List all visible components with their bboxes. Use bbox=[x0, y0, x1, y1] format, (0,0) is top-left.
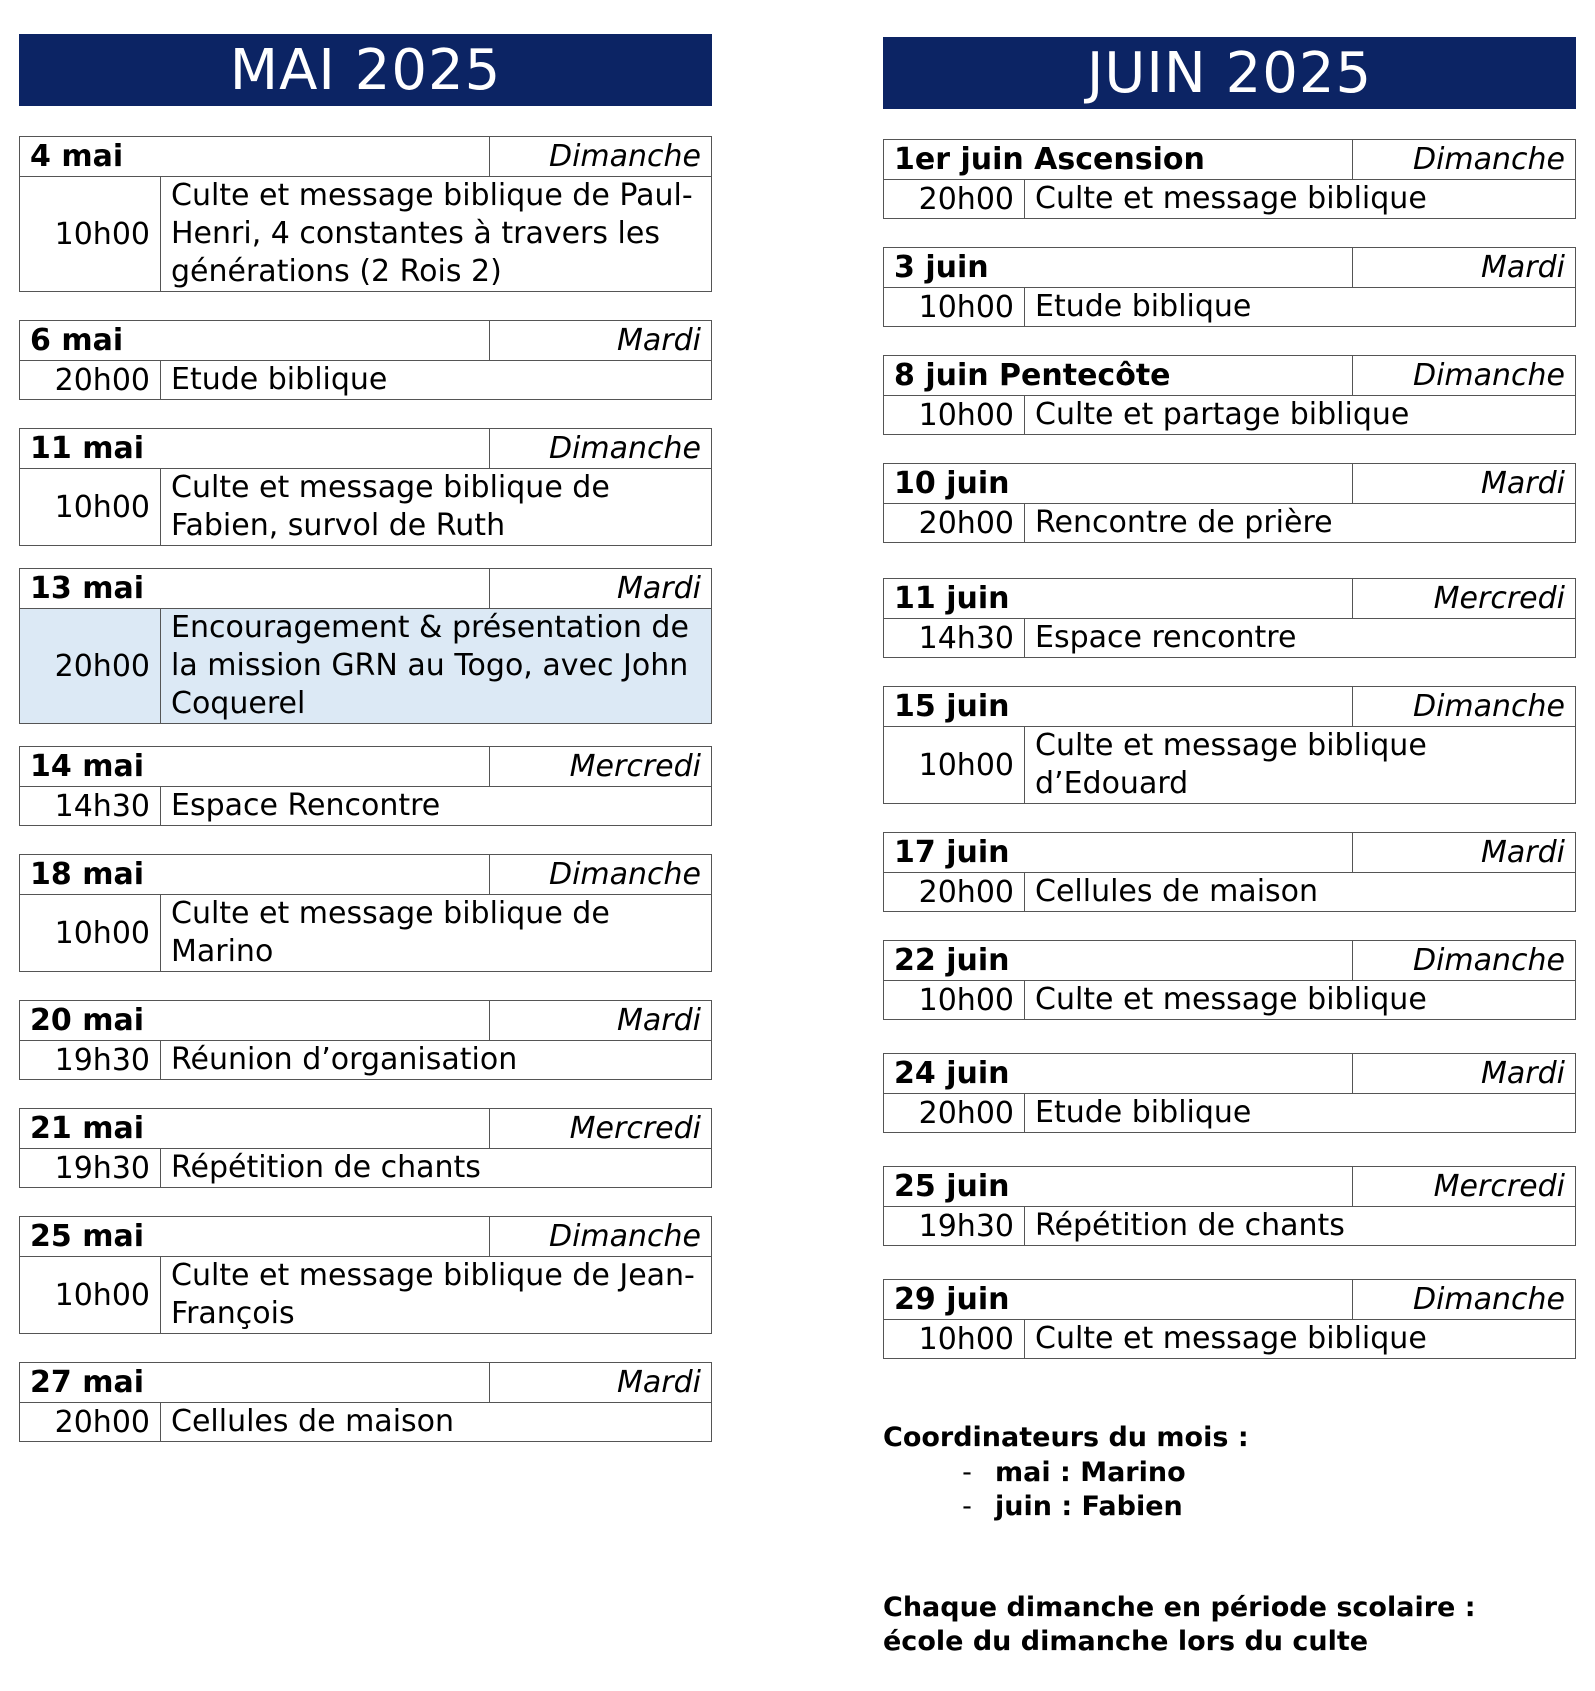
event-body bbox=[20, 469, 711, 545]
event-weekday: Mardi bbox=[1352, 464, 1575, 503]
month-title: MAI 2025 bbox=[19, 34, 712, 106]
event-description: Cellules de maison bbox=[171, 1404, 455, 1439]
event-header bbox=[884, 464, 1575, 504]
event-time: 10h00 bbox=[20, 895, 161, 971]
sunday-school-note bbox=[883, 1591, 1476, 1659]
event-header bbox=[20, 429, 711, 469]
event-weekday: Dimanche bbox=[489, 1217, 711, 1256]
coordinators-section bbox=[883, 1422, 1249, 1523]
event-description: Etude biblique bbox=[1035, 1095, 1252, 1130]
event-body bbox=[20, 1403, 711, 1441]
event-body bbox=[884, 180, 1575, 218]
event-card bbox=[19, 428, 712, 546]
event-body bbox=[20, 1149, 711, 1187]
event-time: 10h00 bbox=[884, 727, 1025, 803]
event-card bbox=[19, 136, 712, 292]
event-date: 17 juin bbox=[894, 835, 1010, 870]
event-time: 14h30 bbox=[20, 787, 161, 825]
dash-bullet: - bbox=[962, 1456, 972, 1488]
event-body bbox=[20, 1257, 711, 1333]
event-header bbox=[20, 137, 711, 177]
event-description: Répétition de chants bbox=[1035, 1208, 1345, 1243]
event-body bbox=[20, 177, 711, 291]
event-description: Culte et message biblique de Paul-Henri, 4 constantes à travers les générations (2 Rois 2) bbox=[171, 178, 693, 289]
event-body bbox=[884, 1207, 1575, 1245]
event-description: Etude biblique bbox=[171, 362, 388, 397]
event-card bbox=[19, 1108, 712, 1188]
coordinator-item bbox=[883, 1455, 1249, 1489]
event-body bbox=[20, 787, 711, 825]
event-date: 29 juin bbox=[894, 1282, 1010, 1317]
month-column-juin bbox=[883, 37, 1576, 1359]
event-date: 18 mai bbox=[30, 857, 144, 892]
event-description: Cellules de maison bbox=[1035, 874, 1319, 909]
event-time: 20h00 bbox=[20, 1403, 161, 1441]
event-description: Culte et message biblique bbox=[1035, 181, 1427, 216]
event-description: Encouragement & présentation de la mission GRN au Togo, avec John Coquerel bbox=[171, 610, 689, 721]
event-header bbox=[20, 1217, 711, 1257]
event-description: Répétition de chants bbox=[171, 1150, 481, 1185]
event-date: 11 juin bbox=[894, 581, 1010, 616]
event-body bbox=[884, 396, 1575, 434]
event-date: 1er juin Ascension bbox=[894, 142, 1205, 177]
event-card bbox=[883, 463, 1576, 543]
event-header bbox=[20, 855, 711, 895]
event-card bbox=[883, 940, 1576, 1020]
event-header bbox=[884, 579, 1575, 619]
coordinator-item bbox=[883, 1489, 1249, 1523]
event-header bbox=[20, 1001, 711, 1041]
event-weekday: Mardi bbox=[489, 321, 711, 360]
event-weekday: Dimanche bbox=[1352, 140, 1575, 179]
event-card bbox=[883, 1279, 1576, 1359]
event-time: 10h00 bbox=[20, 177, 161, 291]
month-column-mai bbox=[19, 34, 712, 1442]
event-description: Réunion d’organisation bbox=[171, 1042, 518, 1077]
event-time: 10h00 bbox=[884, 396, 1025, 434]
event-description: Rencontre de prière bbox=[1035, 505, 1333, 540]
event-body bbox=[884, 1094, 1575, 1132]
event-card bbox=[19, 1000, 712, 1080]
event-weekday: Dimanche bbox=[489, 855, 711, 894]
event-weekday: Mercredi bbox=[1352, 579, 1575, 618]
event-date: 13 mai bbox=[30, 571, 144, 606]
event-date: 3 juin bbox=[894, 250, 989, 285]
event-body bbox=[884, 619, 1575, 657]
event-description: Espace rencontre bbox=[1035, 620, 1297, 655]
event-weekday: Mardi bbox=[489, 569, 711, 608]
event-description: Culte et message biblique d’Edouard bbox=[1035, 728, 1427, 801]
event-time: 10h00 bbox=[20, 469, 161, 545]
event-card bbox=[883, 1053, 1576, 1133]
event-description: Etude biblique bbox=[1035, 289, 1252, 324]
event-date: 14 mai bbox=[30, 749, 144, 784]
event-date: 15 juin bbox=[894, 689, 1010, 724]
event-body bbox=[884, 1320, 1575, 1358]
note-line: école du dimanche lors du culte bbox=[883, 1626, 1369, 1657]
event-card bbox=[19, 1216, 712, 1334]
event-time: 10h00 bbox=[884, 1320, 1025, 1358]
event-time: 20h00 bbox=[884, 1094, 1025, 1132]
event-time: 10h00 bbox=[20, 1257, 161, 1333]
event-card bbox=[883, 139, 1576, 219]
event-weekday: Dimanche bbox=[1352, 941, 1575, 980]
event-date: 10 juin bbox=[894, 466, 1010, 501]
event-weekday: Dimanche bbox=[1352, 687, 1575, 726]
event-time: 14h30 bbox=[884, 619, 1025, 657]
event-card bbox=[19, 568, 712, 724]
event-header bbox=[884, 1280, 1575, 1320]
event-weekday: Dimanche bbox=[1352, 1280, 1575, 1319]
event-time: 10h00 bbox=[884, 981, 1025, 1019]
event-date: 11 mai bbox=[30, 431, 144, 466]
event-card bbox=[19, 1362, 712, 1442]
event-card bbox=[883, 686, 1576, 804]
event-body bbox=[884, 504, 1575, 542]
event-date: 20 mai bbox=[30, 1003, 144, 1038]
event-description: Culte et partage biblique bbox=[1035, 397, 1410, 432]
event-card bbox=[883, 1166, 1576, 1246]
event-weekday: Dimanche bbox=[489, 137, 711, 176]
event-weekday: Mercredi bbox=[1352, 1167, 1575, 1206]
event-date: 25 mai bbox=[30, 1219, 144, 1254]
event-time: 20h00 bbox=[884, 873, 1025, 911]
event-description: Culte et message biblique bbox=[1035, 1321, 1427, 1356]
event-time: 19h30 bbox=[884, 1207, 1025, 1245]
dash-bullet: - bbox=[962, 1490, 972, 1522]
coordinator-text: juin : Fabien bbox=[995, 1490, 1183, 1522]
event-card bbox=[883, 355, 1576, 435]
events-list bbox=[19, 136, 712, 1442]
event-weekday: Mardi bbox=[489, 1001, 711, 1040]
event-description: Culte et message biblique bbox=[1035, 982, 1427, 1017]
event-description: Culte et message biblique de Marino bbox=[171, 896, 610, 969]
event-date: 21 mai bbox=[30, 1111, 144, 1146]
event-description: Espace Rencontre bbox=[171, 788, 441, 823]
event-card bbox=[883, 578, 1576, 658]
event-body bbox=[20, 895, 711, 971]
event-date: 8 juin Pentecôte bbox=[894, 358, 1171, 393]
event-body bbox=[20, 361, 711, 399]
event-date: 24 juin bbox=[894, 1056, 1010, 1091]
event-card bbox=[883, 247, 1576, 327]
event-header bbox=[884, 941, 1575, 981]
event-date: 25 juin bbox=[894, 1169, 1010, 1204]
events-list bbox=[883, 139, 1576, 1359]
event-card bbox=[883, 832, 1576, 912]
event-header bbox=[884, 1167, 1575, 1207]
event-date: 4 mai bbox=[30, 139, 124, 174]
event-time: 10h00 bbox=[884, 288, 1025, 326]
event-header bbox=[884, 248, 1575, 288]
event-header bbox=[20, 321, 711, 361]
event-weekday: Mardi bbox=[1352, 833, 1575, 872]
event-time: 20h00 bbox=[20, 609, 161, 723]
event-header bbox=[884, 833, 1575, 873]
event-body bbox=[20, 609, 711, 723]
event-time: 20h00 bbox=[884, 504, 1025, 542]
event-body bbox=[884, 288, 1575, 326]
event-weekday: Mardi bbox=[489, 1363, 711, 1402]
event-body bbox=[20, 1041, 711, 1079]
event-weekday: Mardi bbox=[1352, 248, 1575, 287]
event-weekday: Mardi bbox=[1352, 1054, 1575, 1093]
coordinator-text: mai : Marino bbox=[995, 1456, 1186, 1488]
note-line: Chaque dimanche en période scolaire : bbox=[883, 1592, 1476, 1623]
event-card bbox=[19, 746, 712, 826]
event-weekday: Dimanche bbox=[489, 429, 711, 468]
event-time: 20h00 bbox=[884, 180, 1025, 218]
coordinators-title: Coordinateurs du mois : bbox=[883, 1422, 1249, 1453]
event-body bbox=[884, 873, 1575, 911]
month-title: JUIN 2025 bbox=[883, 37, 1576, 109]
event-time: 19h30 bbox=[20, 1149, 161, 1187]
event-weekday: Dimanche bbox=[1352, 356, 1575, 395]
event-time: 19h30 bbox=[20, 1041, 161, 1079]
event-date: 6 mai bbox=[30, 323, 124, 358]
event-time: 20h00 bbox=[20, 361, 161, 399]
event-body bbox=[884, 727, 1575, 803]
event-description: Culte et message biblique de Jean-François bbox=[171, 1258, 695, 1331]
event-weekday: Mercredi bbox=[489, 1109, 711, 1148]
event-body bbox=[884, 981, 1575, 1019]
event-header bbox=[884, 140, 1575, 180]
event-header bbox=[884, 687, 1575, 727]
event-header bbox=[884, 356, 1575, 396]
event-description: Culte et message biblique de Fabien, survol de Ruth bbox=[171, 470, 610, 543]
event-header bbox=[884, 1054, 1575, 1094]
event-card bbox=[19, 320, 712, 400]
event-date: 22 juin bbox=[894, 943, 1010, 978]
event-header bbox=[20, 569, 711, 609]
event-header bbox=[20, 1109, 711, 1149]
event-header bbox=[20, 1363, 711, 1403]
event-card bbox=[19, 854, 712, 972]
event-date: 27 mai bbox=[30, 1365, 144, 1400]
event-weekday: Mercredi bbox=[489, 747, 711, 786]
event-header bbox=[20, 747, 711, 787]
